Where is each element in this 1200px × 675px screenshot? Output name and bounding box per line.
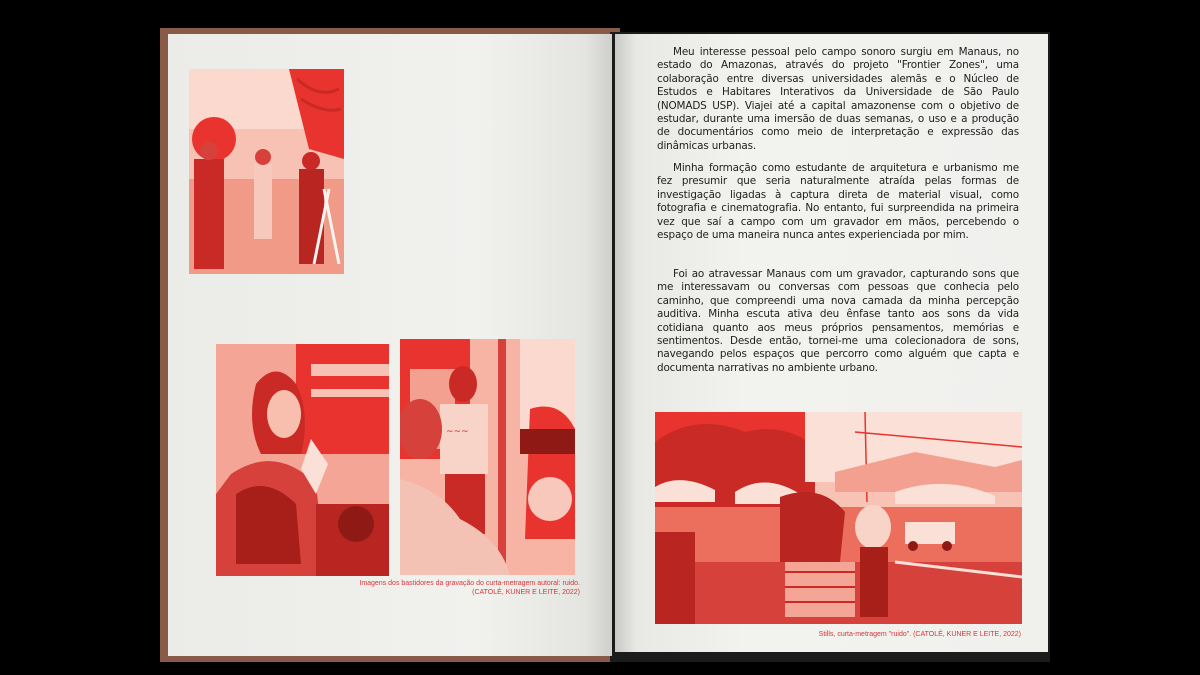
body-paragraph-1: Meu interesse pessoal pelo campo sonoro surgiu em Manaus, no estado do Amazonas, através do projeto "Frontier Zones", uma colaboração entre diversas universidades alemãs e o Núcleo de Estudos e Habitares Interativos da Universidade de São Paulo (NOMADS USP). Viajei até a capital amazonense com o objetivo de estudar, durante uma imersão de duas semanas, o uso e a produção de documentários como meio de interpretação e expressão das dinâmicas urbanas. [657,46,1019,152]
open-booklet [160,28,1050,664]
body-paragraph-2: Minha formação como estudante de arquitetura e urbanismo me fez presumir que seria naturalmente atraída pelas formas de investigação ligadas à captura direta de material visual, como fotografia e cinematografia. No entanto, fui surpreendida na primeira vez que saí a campo com um gravador em mãos, percebendo o espaço de uma maneira nunca antes experienciada por mim. [657,162,1019,242]
photo-woman-eating [216,344,389,576]
right-photo-caption: Stills, curta-metragem "ruido". (CATOLÉ, KUNER E LEITE, 2022) [818,631,1021,638]
photo-street-interview [400,339,575,575]
photo-market-still [655,412,1022,624]
left-caption-line-1: Imagens dos bastidores da gravação do curta-metragem autoral: ruido. [359,580,580,587]
left-caption-line-2: (CATOLÉ, KUNER E LEITE, 2022) [472,589,580,596]
photo-street-crew [189,69,344,274]
left-page [168,34,612,656]
svg-text:~~~: ~~~ [446,427,469,437]
left-photos-caption [308,579,580,597]
body-paragraph-3: Foi ao atravessar Manaus com um gravador, capturando sons que me interessavam ou conversas com pessoas que conhecia pelo caminho, que compreendi uma nova camada da minha percepção auditiva. Minha escuta ativa deu ênfase tanto aos sons da vida cotidiana quanto aos meus próprios pensamentos, memórias e sentimentos. Desde então, tornei-me uma colecionadora de sons, navegando pelos espaços que percorro como alguém que capta e documenta narrativas no ambiente urbano. [657,268,1019,374]
right-page [615,34,1048,652]
